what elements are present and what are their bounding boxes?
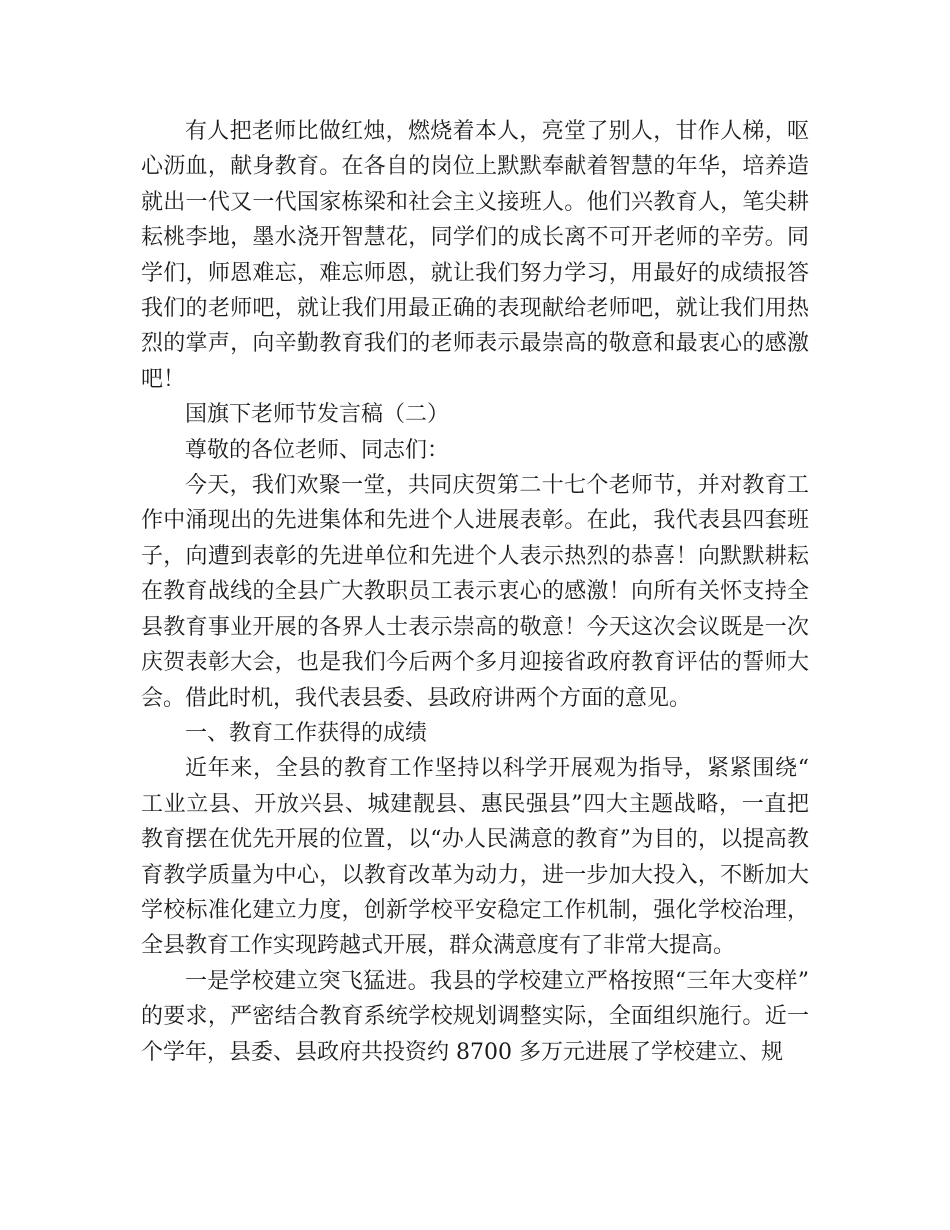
paragraph-school-construction: 一是学校建立突飞猛进。我县的学校建立严格按照“三年大变样”的要求，严密结合教育系统学校规划调整实际，全面组织施行。近一个学年，县委、县政府共投资约 8700 多万元进展了学校建立、规 (141, 968, 809, 1065)
paragraph-teacher-tribute: 有人把老师比做红烛，燃烧着本人，亮堂了别人，甘作人梯，呕心沥血，献身教育。在各自的岗位上默默奉献着智慧的年华，培养造就出一代又一代国家栋梁和社会主义接班人。他们兴教育人，笔尖耕耘桃李地，墨水浇开智慧花，同学们的成长离不可开老师的辛劳。同学们，师恩难忘，难忘师恩，就让我们努力学习，用最好的成绩报答我们的老师吧，就让我们用最正确的表现献给老师吧，就让我们用热烈的掌声，向辛勤教育我们的老师表示最崇高的敬意和最衷心的感激吧！ (141, 119, 809, 392)
salutation: 尊敬的各位老师、同志们： (185, 437, 450, 463)
paragraph-education-progress: 近年来，全县的教育工作坚持以科学开展观为指导，紧紧围绕“工业立县、开放兴县、城建靓县、惠民强县”四大主题战略，一直把教育摆在优先开展的位置，以“办人民满意的教育”为目的，以提高教育教学质量为中心，以教育改革为动力，进一步加大投入，不断加大学校标准化建立力度，创新学校平安稳定工作机制，强化学校治理，全县教育工作实现跨越式开展，群众满意度有了非常大提高。 (141, 756, 809, 959)
document-body (141, 114, 809, 1070)
heading-achievements: 一、教育工作获得的成绩 (185, 720, 428, 746)
paragraph-celebration-intro: 今天，我们欢聚一堂，共同庆贺第二十七个老师节，并对教育工作中涌现出的先进集体和先进个人进展表彰。在此，我代表县四套班子，向遭到表彰的先进单位和先进个人表示热烈的恭喜！向默默耕耘在教育战线的全县广大教职员工表示衷心的感激！向所有关怀支持全县教育事业开展的各界人士表示崇高的敬意！今天这次会议既是一次庆贺表彰大会，也是我们今后两个多月迎接省政府教育评估的誓师大会。借此时机，我代表县委、县政府讲两个方面的意见。 (141, 473, 809, 711)
section-title-speech-two: 国旗下老师节发言稿（二） (185, 402, 450, 428)
